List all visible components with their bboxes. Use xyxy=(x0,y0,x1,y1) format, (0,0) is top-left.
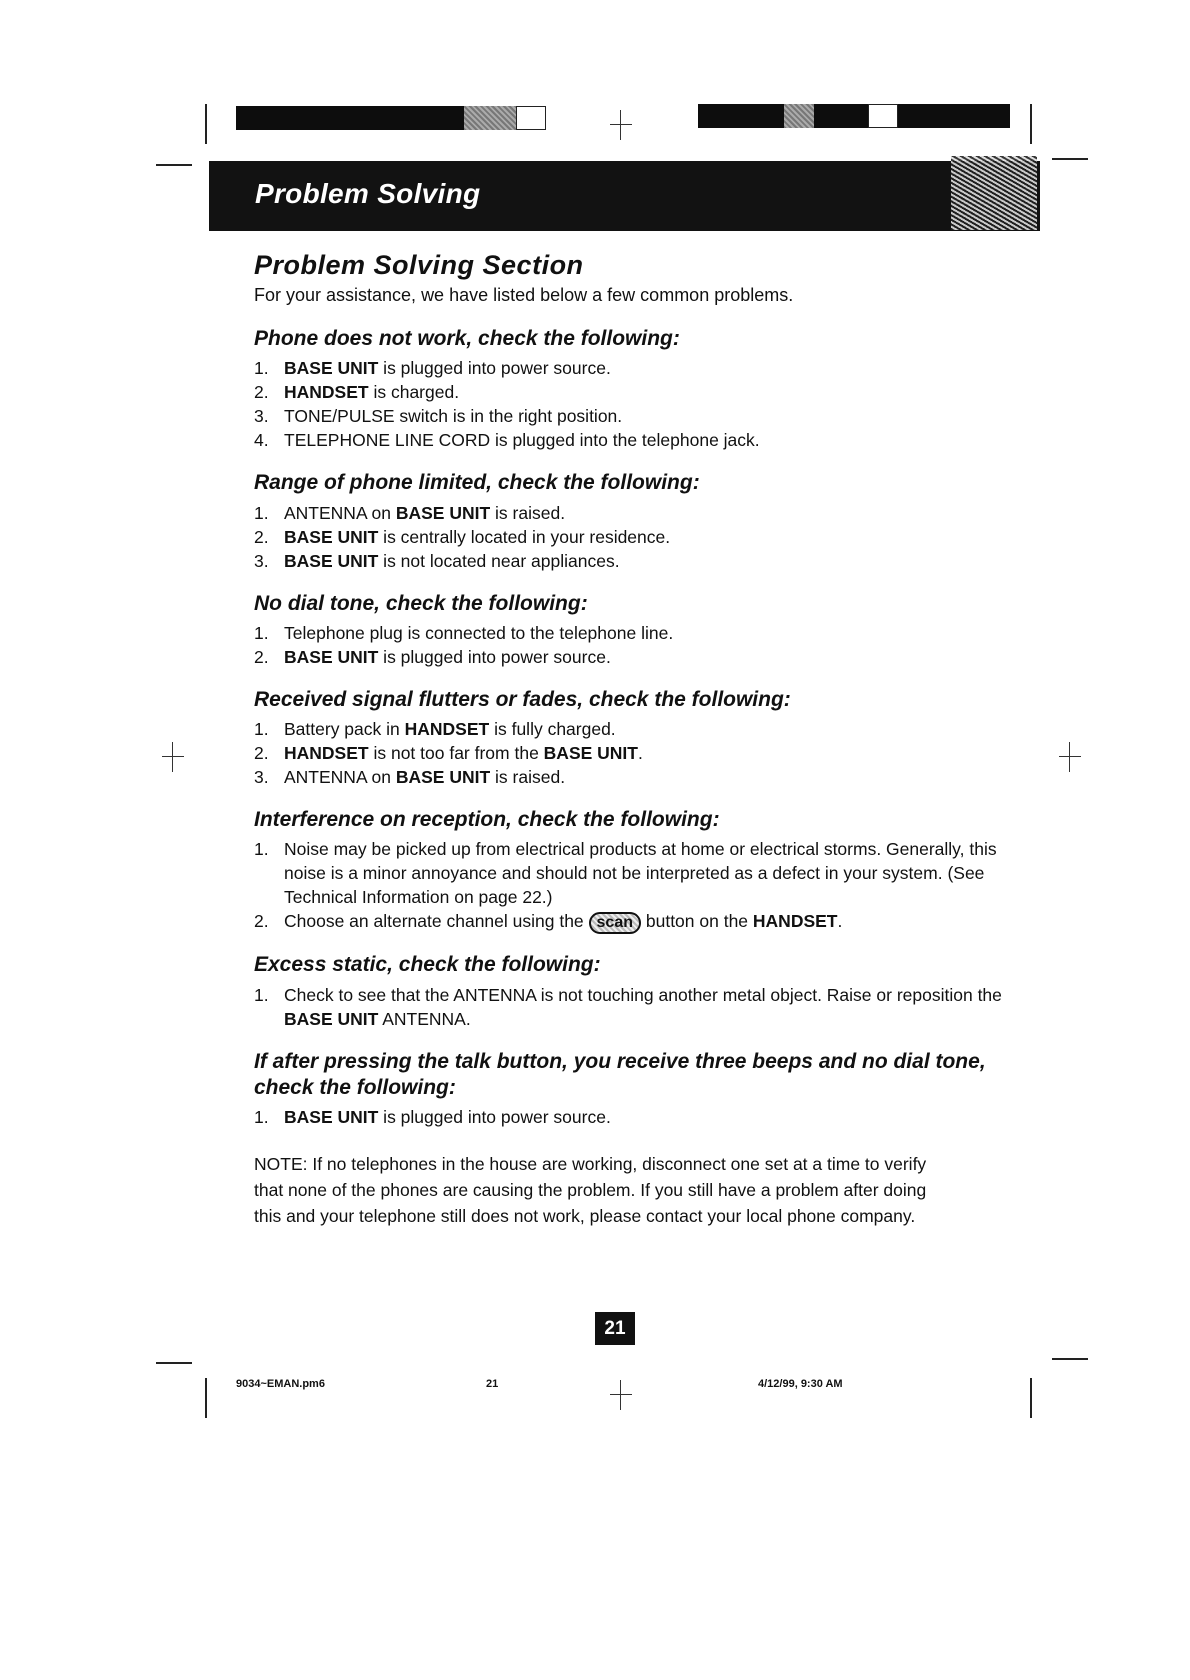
checklist-item xyxy=(254,621,1014,645)
checklist-item xyxy=(254,525,1014,549)
problem-heading: Received signal flutters or fades, check the following: xyxy=(254,687,791,711)
item-text: is plugged into power source. xyxy=(378,358,611,379)
item-keyword: HANDSET xyxy=(752,911,838,932)
footer-datetime: 4/12/99, 9:30 AM xyxy=(758,1378,843,1390)
color-bar xyxy=(464,106,516,130)
item-number: 2. xyxy=(254,382,269,403)
registration-mark-icon xyxy=(606,1380,636,1410)
checklist-item xyxy=(254,741,1014,765)
checklist xyxy=(254,837,1014,934)
problem-heading: Interference on reception, check the following: xyxy=(254,808,720,831)
item-keyword: HANDSET xyxy=(284,743,369,763)
item-number: 2. xyxy=(254,646,269,667)
checklist-item xyxy=(254,549,1014,573)
item-number: 1. xyxy=(254,622,269,643)
item-number: 1. xyxy=(254,502,269,523)
checklist-item xyxy=(254,983,1014,1031)
color-bar xyxy=(898,104,1010,128)
crop-mark xyxy=(156,1362,192,1364)
problem-heading: If after pressing the talk button, you receive three beeps and no dial tone, check the following: xyxy=(254,1049,986,1099)
item-text: . xyxy=(637,743,643,763)
note-paragraph xyxy=(254,1151,954,1229)
checklist-item xyxy=(254,501,1014,525)
item-text: is raised. xyxy=(490,502,566,523)
item-text: is fully charged. xyxy=(489,719,616,739)
item-keyword: BASE UNIT xyxy=(284,646,379,667)
registration-mark-icon xyxy=(606,110,636,140)
item-keyword: BASE UNIT xyxy=(395,502,491,523)
item-number: 1. xyxy=(254,358,269,379)
checklist-item xyxy=(254,380,1014,404)
problem-heading: No dial tone, check the following: xyxy=(254,591,588,615)
item-text: ANTENNA on xyxy=(284,767,396,787)
item-text: ANTENNA. xyxy=(378,1008,471,1029)
item-keyword: BASE UNIT xyxy=(284,550,379,571)
checklist-item xyxy=(254,837,1014,909)
crop-mark xyxy=(1052,158,1088,160)
checklist-item xyxy=(254,1105,1014,1129)
footer-page: 21 xyxy=(486,1378,499,1390)
item-keyword: BASE UNIT xyxy=(284,358,379,379)
crop-mark xyxy=(1030,104,1032,144)
item-keyword: BASE UNIT xyxy=(284,526,379,547)
color-bar xyxy=(868,104,898,128)
footer-file: 9034~EMAN.pm6 xyxy=(236,1378,325,1390)
crop-mark xyxy=(156,164,192,166)
checklist xyxy=(254,356,1014,452)
item-number: 1. xyxy=(254,1107,269,1127)
crop-mark xyxy=(205,1378,207,1418)
item-number: 1. xyxy=(254,984,269,1005)
item-text: is charged. xyxy=(368,382,460,403)
item-text: is centrally located in your residence. xyxy=(378,526,671,547)
checklist-item xyxy=(254,909,1014,934)
problem-heading: Excess static, check the following: xyxy=(254,953,601,977)
crop-mark xyxy=(1030,1378,1032,1418)
section-intro: For your assistance, we have listed below a few common problems. xyxy=(254,285,794,305)
item-keyword: BASE UNIT xyxy=(395,767,491,787)
checklist xyxy=(254,501,1014,573)
item-text: Noise may be picked up from electrical products at home or electrical storms. Generally, this noise is a minor annoyance and should not be interpreted as a defect in your system. (See Technical Information on page 22.) xyxy=(284,839,997,908)
note-label: NOTE xyxy=(254,1154,303,1174)
item-number: 4. xyxy=(254,430,269,451)
crop-mark xyxy=(205,104,207,144)
item-text: Check to see that the ANTENNA is not touching another metal object. Raise or reposition the xyxy=(284,984,1002,1005)
item-text: Choose an alternate channel using the xyxy=(284,911,589,932)
item-keyword: BASE UNIT xyxy=(284,1008,379,1029)
color-bar xyxy=(784,104,814,128)
item-keyword: HANDSET xyxy=(284,382,369,403)
color-bar xyxy=(814,104,868,128)
item-text: is not located near appliances. xyxy=(378,550,620,571)
item-text: . xyxy=(837,911,843,932)
registration-mark-icon xyxy=(158,742,188,772)
color-bar xyxy=(516,106,546,130)
checklist-item xyxy=(254,717,1014,741)
item-keyword: BASE UNIT xyxy=(284,1107,379,1127)
item-text: Telephone plug is connected to the telephone line. xyxy=(284,622,674,643)
checklist xyxy=(254,621,1014,669)
item-number: 3. xyxy=(254,550,269,571)
item-text: is plugged into power source. xyxy=(378,646,611,667)
crop-mark xyxy=(1052,1358,1088,1360)
problem-heading: Phone does not work, check the following: xyxy=(254,327,680,350)
item-number: 1. xyxy=(254,719,269,739)
item-keyword: HANDSET xyxy=(404,719,490,739)
item-text: Battery pack in xyxy=(284,719,405,739)
color-bar xyxy=(236,106,464,130)
checklist xyxy=(254,983,1014,1031)
checklist-item xyxy=(254,404,1014,428)
item-text: is plugged into power source. xyxy=(378,1107,611,1127)
item-text: ANTENNA on xyxy=(284,502,396,523)
page-number: 21 xyxy=(595,1312,635,1345)
registration-mark-icon xyxy=(1055,742,1085,772)
problem-groups xyxy=(254,326,1014,1129)
checklist-item xyxy=(254,428,1014,452)
item-text: TONE/PULSE switch is in the right position. xyxy=(284,406,623,427)
note-text: : If no telephones in the house are working, disconnect one set at a time to verify that none of the phones are causing the problem. If you still have a problem after doing this and your telephone still does not work, please contact your local phone company. xyxy=(254,1154,927,1226)
header-texture xyxy=(951,156,1037,230)
item-keyword: BASE UNIT xyxy=(543,743,638,763)
checklist xyxy=(254,1105,1014,1129)
header-title: Problem Solving xyxy=(255,178,481,209)
checklist xyxy=(254,717,1014,789)
page-header xyxy=(209,161,1040,231)
item-text: is not too far from the xyxy=(368,743,544,763)
section-title: Problem Solving Section xyxy=(254,250,584,280)
scan-button-icon: scan xyxy=(589,912,641,934)
problem-heading: Range of phone limited, check the following: xyxy=(254,471,700,495)
color-bar xyxy=(698,104,784,128)
checklist-item xyxy=(254,765,1014,789)
item-text: button on the xyxy=(641,911,753,932)
checklist-item xyxy=(254,356,1014,380)
main-content xyxy=(254,250,1014,1229)
item-number: 1. xyxy=(254,839,269,860)
item-text: is raised. xyxy=(490,767,566,787)
item-number: 2. xyxy=(254,743,269,763)
item-number: 2. xyxy=(254,911,269,932)
checklist-item xyxy=(254,645,1014,669)
item-number: 2. xyxy=(254,526,269,547)
item-number: 3. xyxy=(254,767,269,787)
item-number: 3. xyxy=(254,406,269,427)
item-text: TELEPHONE LINE CORD is plugged into the telephone jack. xyxy=(284,430,760,451)
